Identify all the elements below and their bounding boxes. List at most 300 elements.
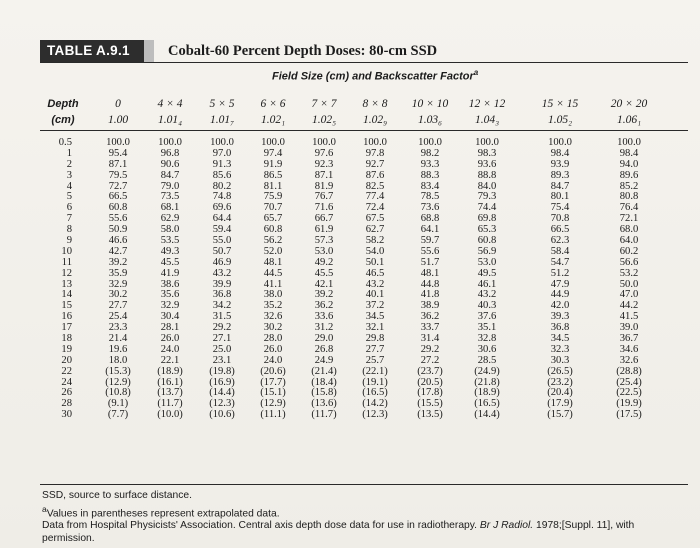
depth-value: 7 — [66, 213, 72, 225]
dose-cell: (18.9) — [157, 365, 183, 377]
depth-value: 30 — [61, 409, 72, 421]
table-label-tab — [144, 40, 154, 62]
table-label — [40, 40, 144, 62]
depth-value: 4 — [66, 180, 72, 192]
dose-cell: 100.0 — [617, 137, 641, 148]
subheader-text: Field Size (cm) and Backscatter Factor — [272, 70, 474, 83]
dose-cell: (14.2) — [362, 398, 388, 410]
dose-cell: 46.9 — [212, 256, 232, 268]
table-title: Cobalt-60 Percent Depth Doses: 80-cm SSD — [168, 43, 438, 59]
dose-cell: (7.7) — [107, 409, 129, 421]
dose-cell: 19.6 — [108, 343, 128, 355]
dose-cell: 75.9 — [263, 191, 283, 203]
dose-cell: 41.9 — [160, 267, 180, 279]
dose-cell: (28.8) — [616, 365, 642, 377]
dose-cell: 30.2 — [263, 322, 283, 334]
dose-cell: 38.0 — [263, 289, 283, 301]
dose-cell: 79.0 — [160, 180, 180, 192]
dose-cell: 79.5 — [108, 169, 128, 181]
dose-cell: 60.8 — [108, 202, 128, 214]
dose-cell: 69.8 — [477, 213, 497, 225]
backscatter-factor: 1.01₄ — [157, 114, 183, 126]
dose-column — [603, 138, 655, 421]
dose-cell: 56.2 — [263, 235, 283, 247]
dose-cell: 88.3 — [420, 169, 440, 181]
dose-cell: 57.3 — [314, 235, 334, 247]
dose-cell: 47.9 — [550, 278, 570, 290]
dose-cell: 68.0 — [619, 224, 639, 236]
dose-cell: 26.0 — [263, 343, 283, 355]
dose-cell: 89.3 — [550, 169, 570, 181]
dose-cell: 28.0 — [263, 333, 283, 345]
dose-cell: (18.4) — [311, 376, 337, 388]
dose-cell: 91.9 — [263, 158, 283, 170]
column-header — [530, 96, 590, 128]
dose-cell: 91.3 — [212, 158, 232, 170]
dose-cell: 100.0 — [548, 137, 572, 148]
backscatter-factor: 1.01₇ — [209, 114, 235, 126]
dose-cell: (10.8) — [105, 387, 131, 399]
dose-cell: 22.1 — [160, 354, 180, 366]
dose-cell: 32.3 — [550, 343, 570, 355]
dose-cell: 40.1 — [365, 289, 385, 301]
dose-cell: (23.7) — [417, 365, 443, 377]
dose-cell: (12.9) — [260, 398, 286, 410]
dose-cell: 43.2 — [365, 278, 385, 290]
field-size-label: 20 × 20 — [610, 98, 648, 110]
dose-cell: 27.2 — [420, 354, 440, 366]
dose-cell: 38.9 — [420, 300, 440, 312]
dose-cell: 49.2 — [314, 256, 334, 268]
dose-cell: 58.4 — [550, 245, 570, 257]
dose-cell: 70.8 — [550, 213, 570, 225]
dose-cell: (17.9) — [547, 398, 573, 410]
dose-cell: 36.2 — [420, 311, 440, 323]
dose-cell: 76.7 — [314, 191, 334, 203]
dose-cell: 93.3 — [420, 158, 440, 170]
column-header — [400, 96, 460, 128]
dose-cell: 100.0 — [418, 137, 442, 148]
dose-cell: 53.5 — [160, 235, 180, 247]
dose-cell: (17.5) — [616, 409, 642, 421]
dose-cell: 29.2 — [420, 343, 440, 355]
dose-cell: 98.4 — [550, 147, 570, 159]
depth-value: 3 — [66, 169, 72, 181]
dose-cell: 35.2 — [263, 300, 283, 312]
dose-cell: 36.8 — [212, 289, 232, 301]
dose-cell: 42.7 — [108, 245, 128, 257]
dose-cell: (15.8) — [311, 387, 337, 399]
dose-cell: (21.4) — [311, 365, 337, 377]
dose-cell: 65.7 — [263, 213, 283, 225]
dose-cell: 49.3 — [160, 245, 180, 257]
dose-cell: 72.7 — [108, 180, 128, 192]
depth-value: 22 — [61, 365, 72, 377]
dose-cell: 66.5 — [550, 224, 570, 236]
dose-cell: 92.7 — [365, 158, 385, 170]
dose-cell: 34.6 — [619, 343, 639, 355]
dose-cell: 32.6 — [619, 354, 639, 366]
dose-cell: (18.9) — [474, 387, 500, 399]
dose-cell: (12.3) — [209, 398, 235, 410]
dose-cell: 97.6 — [314, 147, 334, 159]
dose-cell: 49.5 — [477, 267, 497, 279]
depth-value: 10 — [61, 245, 72, 257]
dose-cell: 36.8 — [550, 322, 570, 334]
field-size-subheader — [272, 68, 478, 83]
depth-value: 13 — [61, 278, 72, 290]
dose-cell: (15.1) — [260, 387, 286, 399]
dose-cell: 62.3 — [550, 235, 570, 247]
dose-cell: 38.6 — [160, 278, 180, 290]
dose-cell: 30.2 — [108, 289, 128, 301]
dose-cell: 51.2 — [550, 267, 570, 279]
dose-cell: 25.0 — [212, 343, 232, 355]
backscatter-factor: 1.06₁ — [616, 114, 642, 126]
dose-cell: 23.1 — [212, 354, 232, 366]
dose-cell: 51.7 — [420, 256, 440, 268]
dose-cell: 55.6 — [108, 213, 128, 225]
depth-value: 0.5 — [58, 137, 72, 148]
dose-cell: 82.5 — [365, 180, 385, 192]
dose-cell: 32.1 — [365, 322, 385, 334]
dose-cell: 76.4 — [619, 202, 639, 214]
dose-cell: 27.1 — [212, 333, 232, 345]
dose-cell: 52.0 — [263, 245, 283, 257]
dose-cell: 32.9 — [108, 278, 128, 290]
dose-cell: 100.0 — [106, 137, 130, 148]
dose-cell: (16.1) — [157, 376, 183, 388]
dose-cell: 73.5 — [160, 191, 180, 203]
depth-value: 28 — [61, 398, 72, 410]
dose-cell: 48.1 — [263, 256, 283, 268]
dose-cell: (22.1) — [362, 365, 388, 377]
source-journal: Br J Radiol. — [479, 520, 534, 532]
dose-cell: (13.5) — [417, 409, 443, 421]
dose-cell: 34.5 — [365, 311, 385, 323]
dose-cell: (17.7) — [260, 376, 286, 388]
dose-cell: 33.7 — [420, 322, 440, 334]
dose-cell: 93.9 — [550, 158, 570, 170]
dose-column — [196, 138, 248, 421]
dose-cell: 83.4 — [420, 180, 440, 192]
dose-cell: (22.5) — [616, 387, 642, 399]
dose-cell: 28.1 — [160, 322, 180, 334]
dose-column — [404, 138, 456, 421]
dose-cell: 35.9 — [108, 267, 128, 279]
dose-cell: 87.6 — [365, 169, 385, 181]
backscatter-factor: 1.00 — [107, 114, 129, 126]
dose-cell: 55.6 — [420, 245, 440, 257]
dose-cell: (20.4) — [547, 387, 573, 399]
dose-cell: (14.4) — [474, 409, 500, 421]
dose-cell: 100.0 — [158, 137, 182, 148]
dose-cell: 27.7 — [108, 300, 128, 312]
depth-value: 17 — [61, 322, 72, 334]
dose-cell: 97.0 — [212, 147, 232, 159]
dose-cell: 36.2 — [314, 300, 334, 312]
dose-cell: (11.1) — [260, 409, 286, 421]
dose-cell: 32.6 — [263, 311, 283, 323]
dose-cell: (13.7) — [157, 387, 183, 399]
backscatter-factor: 1.03₆ — [417, 114, 443, 126]
dose-cell: 85.6 — [212, 169, 232, 181]
dose-column — [247, 138, 299, 421]
dose-cell: (19.1) — [362, 376, 388, 388]
depth-value: 16 — [61, 311, 72, 323]
table-label-text: TABLE A.9.1 — [47, 43, 130, 58]
dose-cell: 26.0 — [160, 333, 180, 345]
dose-cell: 72.4 — [365, 202, 385, 214]
dose-cell: 98.3 — [477, 147, 497, 159]
backscatter-factor: 1.04₃ — [474, 114, 500, 126]
dose-cell: (12.9) — [105, 376, 131, 388]
depth-value: 11 — [61, 256, 72, 268]
dose-cell: 68.8 — [420, 213, 440, 225]
dose-column — [144, 138, 196, 421]
dose-cell: 54.7 — [550, 256, 570, 268]
dose-cell: 75.4 — [550, 202, 570, 214]
dose-cell: 41.1 — [263, 278, 283, 290]
dose-cell: (24.9) — [474, 365, 500, 377]
dose-cell: 68.1 — [160, 202, 180, 214]
dose-cell: 53.0 — [314, 245, 334, 257]
dose-cell: (10.0) — [157, 409, 183, 421]
dose-cell: 44.9 — [550, 289, 570, 301]
dose-cell: 25.7 — [365, 354, 385, 366]
dose-cell: 87.1 — [108, 158, 128, 170]
dose-cell: 27.7 — [365, 343, 385, 355]
field-size-label: 12 × 12 — [468, 98, 506, 110]
dose-cell: 74.4 — [477, 202, 497, 214]
dose-cell: 69.6 — [212, 202, 232, 214]
dose-cell: (12.3) — [362, 409, 388, 421]
footnote-source — [42, 520, 682, 545]
dose-cell: 44.5 — [263, 267, 283, 279]
dose-cell: 79.3 — [477, 191, 497, 203]
depth-value: 2 — [66, 158, 72, 170]
dose-cell: 93.6 — [477, 158, 497, 170]
dose-cell: 62.7 — [365, 224, 385, 236]
dose-cell: 73.6 — [420, 202, 440, 214]
dose-cell: 46.6 — [108, 235, 128, 247]
depth-value: 26 — [61, 387, 72, 399]
dose-cell: 39.2 — [108, 256, 128, 268]
field-size-label: 8 × 8 — [362, 98, 388, 110]
dose-cell: 39.3 — [550, 311, 570, 323]
dose-cell: 58.0 — [160, 224, 180, 236]
dose-cell: 60.8 — [263, 224, 283, 236]
dose-cell: 53.2 — [619, 267, 639, 279]
dose-cell: 65.3 — [477, 224, 497, 236]
dose-cell: (20.6) — [260, 365, 286, 377]
dose-cell: 41.5 — [619, 311, 639, 323]
dose-cell: 21.4 — [108, 333, 128, 345]
dose-cell: 50.7 — [212, 245, 232, 257]
dose-cell: 67.5 — [365, 213, 385, 225]
dose-cell: 39.2 — [314, 289, 334, 301]
backscatter-factor: 1.02₁ — [260, 114, 286, 126]
dose-cell: 39.9 — [212, 278, 232, 290]
field-size-label: 7 × 7 — [311, 98, 337, 110]
dose-cell: 97.4 — [263, 147, 283, 159]
dose-cell: 35.6 — [160, 289, 180, 301]
dose-cell: 86.5 — [263, 169, 283, 181]
dose-cell: 53.0 — [477, 256, 497, 268]
dose-cell: 31.2 — [314, 322, 334, 334]
dose-cell: 37.6 — [477, 311, 497, 323]
dose-cell: 60.2 — [619, 245, 639, 257]
dose-cell: 100.0 — [312, 137, 336, 148]
dose-cell: (17.8) — [417, 387, 443, 399]
dose-cell: (16.5) — [362, 387, 388, 399]
header-divider — [40, 130, 688, 131]
dose-cell: 44.2 — [619, 300, 639, 312]
dose-cell: 90.6 — [160, 158, 180, 170]
dose-cell: (23.2) — [547, 376, 573, 388]
depth-header-unit: (cm) — [51, 114, 75, 126]
depth-header-label: Depth — [47, 98, 79, 110]
dose-cell: 43.2 — [477, 289, 497, 301]
dose-cell: (13.6) — [311, 398, 337, 410]
dose-cell: (25.4) — [616, 376, 642, 388]
field-size-label: 10 × 10 — [411, 98, 449, 110]
dose-cell: 39.0 — [619, 322, 639, 334]
dose-cell: 43.2 — [212, 267, 232, 279]
depth-values-column — [48, 138, 72, 421]
dose-cell: 37.2 — [365, 300, 385, 312]
depth-column-header — [46, 96, 80, 128]
dose-column — [349, 138, 401, 421]
depth-value: 19 — [61, 343, 72, 355]
dose-cell: 25.4 — [108, 311, 128, 323]
dose-cell: 98.2 — [420, 147, 440, 159]
dose-cell: 35.1 — [477, 322, 497, 334]
dose-cell: (19.8) — [209, 365, 235, 377]
dose-cell: 47.0 — [619, 289, 639, 301]
field-size-label: 6 × 6 — [260, 98, 286, 110]
dose-cell: 34.2 — [212, 300, 232, 312]
dose-cell: 81.1 — [263, 180, 283, 192]
depth-value: 9 — [66, 235, 72, 247]
dose-cell: 66.7 — [314, 213, 334, 225]
dose-cell: (16.5) — [474, 398, 500, 410]
dose-cell: (19.9) — [616, 398, 642, 410]
depth-value: 24 — [61, 376, 72, 388]
dose-cell: (15.7) — [547, 409, 573, 421]
dose-cell: 72.1 — [619, 213, 639, 225]
dose-cell: 46.1 — [477, 278, 497, 290]
dose-cell: 94.0 — [619, 158, 639, 170]
dose-cell: (11.7) — [311, 409, 337, 421]
dose-cell: 60.8 — [477, 235, 497, 247]
dose-column — [534, 138, 586, 421]
dose-cell: 50.9 — [108, 224, 128, 236]
dose-cell: 100.0 — [363, 137, 387, 148]
backscatter-factor: 1.02₅ — [311, 114, 337, 126]
dose-cell: 100.0 — [261, 137, 285, 148]
dose-cell: 80.2 — [212, 180, 232, 192]
dose-cell: 64.1 — [420, 224, 440, 236]
dose-cell: (10.6) — [209, 409, 235, 421]
dose-cell: 31.5 — [212, 311, 232, 323]
dose-cell: 41.8 — [420, 289, 440, 301]
footnote-mark: a — [42, 503, 47, 514]
field-size-label: 4 × 4 — [157, 98, 183, 110]
dose-cell: 55.0 — [212, 235, 232, 247]
dose-cell: 56.6 — [619, 256, 639, 268]
dose-cell: 56.9 — [477, 245, 497, 257]
dose-column — [298, 138, 350, 421]
dose-cell: 33.6 — [314, 311, 334, 323]
dose-cell: 64.0 — [619, 235, 639, 247]
dose-cell: 81.9 — [314, 180, 334, 192]
dose-cell: 70.7 — [263, 202, 283, 214]
dose-cell: 48.1 — [420, 267, 440, 279]
dose-cell: 23.3 — [108, 322, 128, 334]
dose-cell: 96.8 — [160, 147, 180, 159]
dose-cell: 36.7 — [619, 333, 639, 345]
table-bottom-rule — [40, 484, 688, 485]
dose-cell: 45.5 — [160, 256, 180, 268]
dose-cell: 29.2 — [212, 322, 232, 334]
depth-value: 1 — [66, 147, 72, 159]
dose-cell: 61.9 — [314, 224, 334, 236]
dose-cell: 24.0 — [160, 343, 180, 355]
depth-value: 8 — [66, 224, 72, 236]
dose-cell: 50.1 — [365, 256, 385, 268]
dose-cell: 42.1 — [314, 278, 334, 290]
dose-cell: 24.0 — [263, 354, 283, 366]
dose-cell: 100.0 — [210, 137, 234, 148]
dose-cell: 24.9 — [314, 354, 334, 366]
field-size-label: 15 × 15 — [541, 98, 579, 110]
dose-cell: 28.5 — [477, 354, 497, 366]
dose-cell: (16.9) — [209, 376, 235, 388]
dose-cell: (20.5) — [417, 376, 443, 388]
source-citation: Data from Hospital Physicists' Association. Central axis depth dose data for use in radiotherapy. — [42, 520, 480, 532]
dose-cell: 88.8 — [477, 169, 497, 181]
field-size-label: 5 × 5 — [209, 98, 235, 110]
dose-cell: 18.0 — [108, 354, 128, 366]
subheader-footnote-mark: a — [473, 68, 479, 77]
depth-value: 5 — [66, 191, 72, 203]
footnote-extrapolated — [42, 503, 682, 521]
dose-column — [461, 138, 513, 421]
dose-cell: 30.3 — [550, 354, 570, 366]
dose-cell: 30.4 — [160, 311, 180, 323]
dose-cell: 66.5 — [108, 191, 128, 203]
dose-cell: 95.4 — [108, 147, 128, 159]
backscatter-factor: 1.02₉ — [362, 114, 388, 126]
footnote-extrapolated-text: Values in parentheses represent extrapolated data. — [46, 507, 280, 519]
dose-cell: (21.8) — [474, 376, 500, 388]
dose-cell: 50.0 — [619, 278, 639, 290]
table-footnotes — [42, 490, 682, 545]
dose-cell: 44.8 — [420, 278, 440, 290]
dose-cell: 92.3 — [314, 158, 334, 170]
dose-cell: 62.9 — [160, 213, 180, 225]
column-header — [345, 96, 405, 128]
dose-cell: 40.3 — [477, 300, 497, 312]
depth-value: 20 — [61, 354, 72, 366]
dose-cell: (15.5) — [417, 398, 443, 410]
dose-cell: 85.2 — [619, 180, 639, 192]
dose-column — [92, 138, 144, 421]
dose-cell: 34.5 — [550, 333, 570, 345]
dose-cell: 26.8 — [314, 343, 334, 355]
dose-cell: 59.4 — [212, 224, 232, 236]
